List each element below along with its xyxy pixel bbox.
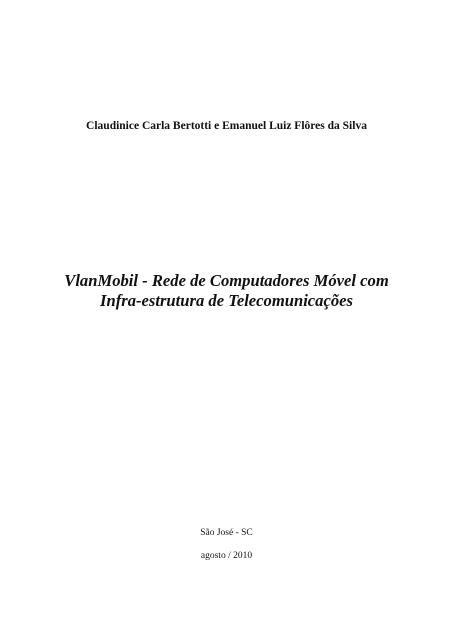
document-title xyxy=(0,271,453,311)
title-line-1: VlanMobil - Rede de Computadores Móvel com xyxy=(64,271,389,290)
title-line-2: Infra-estrutura de Telecomunicações xyxy=(100,291,353,310)
publication-date: agosto / 2010 xyxy=(200,551,253,561)
publication-place: São José - SC xyxy=(200,528,253,538)
author-names: Claudinice Carla Bertotti e Emanuel Luiz Flôres da Silva xyxy=(86,120,367,132)
